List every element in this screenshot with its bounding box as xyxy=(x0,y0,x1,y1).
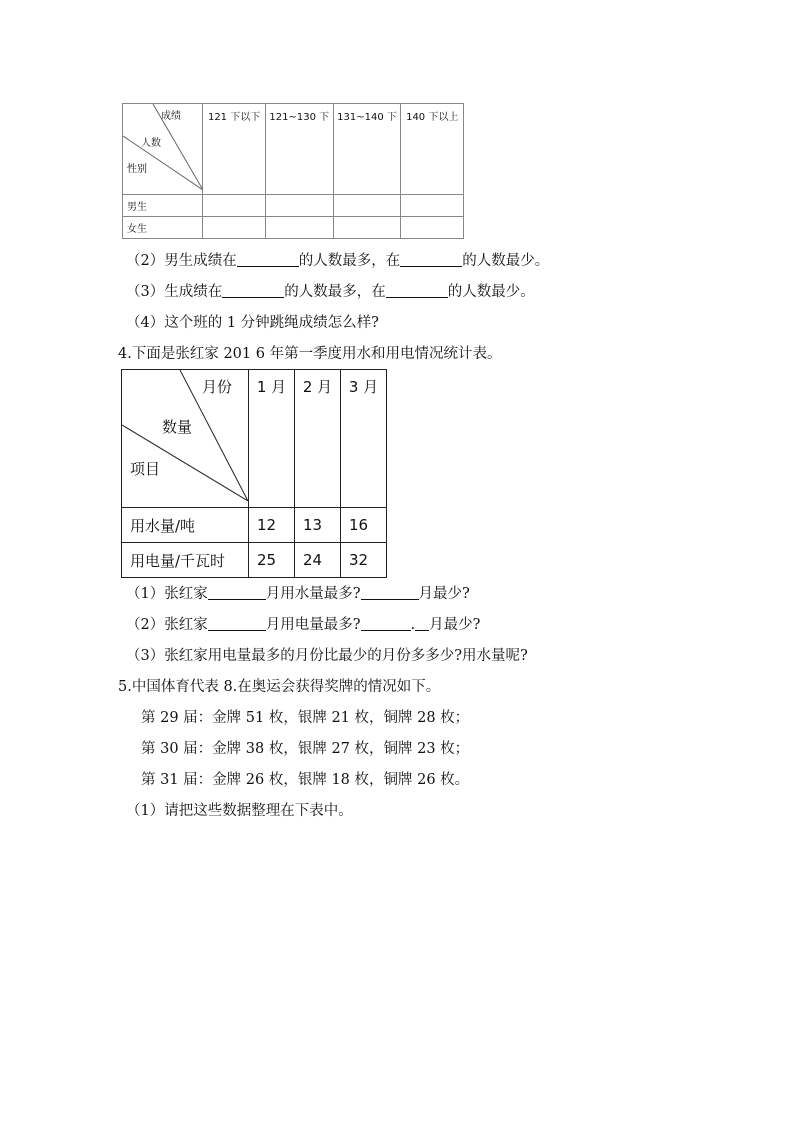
column-header: 131~140 下 xyxy=(333,104,401,195)
corner-label-top: 月份 xyxy=(202,378,233,396)
table-cell[interactable] xyxy=(333,217,401,239)
table-cell: 12 xyxy=(249,508,295,543)
table-cell[interactable] xyxy=(203,195,266,217)
corner-label-mid: 人数 xyxy=(141,138,161,149)
answer-blank[interactable] xyxy=(208,585,266,600)
answer-blank[interactable] xyxy=(222,283,284,298)
corner-label-bottom: 性别 xyxy=(127,164,147,175)
table-cell[interactable] xyxy=(265,217,333,239)
medal-line: 第 29 届：金牌 51 枚，银牌 21 枚，铜牌 28 枚； xyxy=(141,710,470,726)
medal-line: 第 31 届：金牌 26 枚，银牌 18 枚，铜牌 26 枚。 xyxy=(141,772,470,788)
table-row xyxy=(123,195,464,217)
answer-blank[interactable] xyxy=(415,616,429,631)
corner-label-bottom: 项目 xyxy=(130,460,161,478)
answer-blank[interactable] xyxy=(361,616,411,631)
corner-label-top: 成绩 xyxy=(161,111,181,122)
question-3: （3）生成绩在 的人数最多，在 的人数最少。 xyxy=(126,284,535,300)
question-2: （2）男生成绩在 的人数最多，在 的人数最少。 xyxy=(126,253,550,269)
table-cell[interactable] xyxy=(203,217,266,239)
problem-4-title: 4.下面是张红家 201 6 年第一季度用水和用电情况统计表。 xyxy=(118,346,502,362)
table-row xyxy=(122,508,387,543)
problem-5-question-1: （1）请把这些数据整理在下表中。 xyxy=(126,803,353,819)
column-header: 121~130 下 xyxy=(265,104,333,195)
problem-4-question-1: （1）张红家 月用水量最多? 月最少? xyxy=(126,586,470,602)
table-row xyxy=(123,217,464,239)
column-header: 3 月 xyxy=(341,370,387,508)
table-cell: 25 xyxy=(249,543,295,578)
row-label: 女生 xyxy=(123,217,203,239)
corner-label-mid: 数量 xyxy=(162,418,193,436)
column-header: 121 下以下 xyxy=(203,104,266,195)
table-cell[interactable] xyxy=(401,217,464,239)
answer-blank[interactable] xyxy=(361,585,419,600)
table-cell: 24 xyxy=(295,543,341,578)
column-header: 2 月 xyxy=(295,370,341,508)
row-label: 用水量/吨 xyxy=(122,508,249,543)
row-label: 男生 xyxy=(123,195,203,217)
table-row xyxy=(122,543,387,578)
column-header: 1 月 xyxy=(249,370,295,508)
column-header: 140 下以上 xyxy=(401,104,464,195)
table-cell[interactable] xyxy=(401,195,464,217)
answer-blank[interactable] xyxy=(386,283,448,298)
answer-blank[interactable] xyxy=(237,252,299,267)
utility-table xyxy=(121,369,387,578)
table-corner-cell xyxy=(122,370,249,508)
table-cell[interactable] xyxy=(333,195,401,217)
table-cell: 32 xyxy=(341,543,387,578)
problem-4-question-3: （3）张红家用电量最多的月份比最少的月份多多少?用水量呢? xyxy=(126,648,528,664)
table-cell: 13 xyxy=(295,508,341,543)
problem-5-title: 5.中国体育代表 8.在奥运会获得奖牌的情况如下。 xyxy=(118,679,441,695)
answer-blank[interactable] xyxy=(208,616,266,631)
table-cell: 16 xyxy=(341,508,387,543)
question-4: （4）这个班的 1 分钟跳绳成绩怎么样? xyxy=(126,315,379,331)
answer-blank[interactable] xyxy=(400,252,462,267)
table-corner-cell xyxy=(123,104,203,195)
score-table xyxy=(122,103,464,239)
problem-4-question-2: （2）张红家 月用电量最多? . 月最少? xyxy=(126,617,481,633)
medal-line: 第 30 届：金牌 38 枚，银牌 27 枚，铜牌 23 枚； xyxy=(141,741,470,757)
row-label: 用电量/千瓦时 xyxy=(122,543,249,578)
table-cell[interactable] xyxy=(265,195,333,217)
